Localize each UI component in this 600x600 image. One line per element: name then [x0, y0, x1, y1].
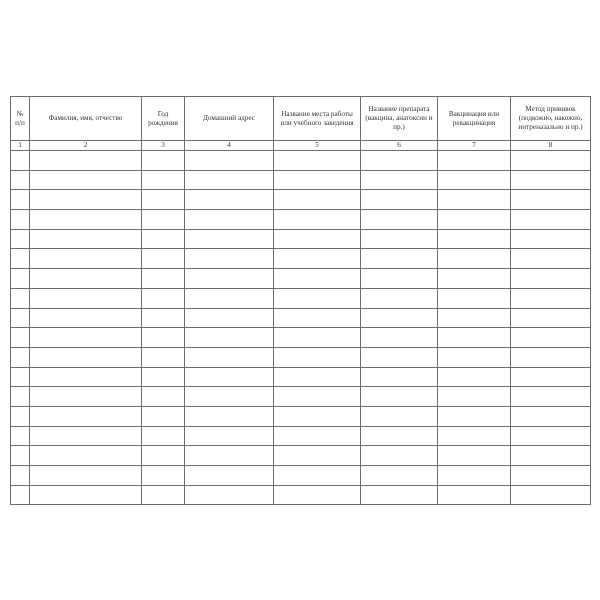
header-number: № п/п: [11, 97, 30, 141]
table-cell: [11, 308, 30, 328]
table-cell: [438, 387, 511, 407]
table-cell: [274, 288, 361, 308]
table-cell: [438, 347, 511, 367]
table-cell: [142, 288, 185, 308]
table-cell: [361, 151, 438, 171]
table-cell: [185, 308, 274, 328]
table-cell: [511, 170, 591, 190]
table-cell: [185, 190, 274, 210]
table-cell: [438, 249, 511, 269]
table-cell: [274, 269, 361, 289]
table-cell: [142, 229, 185, 249]
table-cell: [185, 446, 274, 466]
table-cell: [511, 485, 591, 505]
table-cell: [511, 406, 591, 426]
table-cell: [511, 387, 591, 407]
table-cell: [185, 269, 274, 289]
table-row: [11, 308, 591, 328]
table-cell: [511, 269, 591, 289]
header-birth-year: Год рождения: [142, 97, 185, 141]
table-cell: [142, 269, 185, 289]
header-row: [11, 97, 591, 141]
header-method: Метод прививок (подкожно, накожно, интреназально и пр.): [511, 97, 591, 141]
table-cell: [361, 485, 438, 505]
table-cell: [30, 308, 142, 328]
table-cell: [361, 328, 438, 348]
table-row: [11, 210, 591, 230]
table-cell: [30, 446, 142, 466]
table-cell: [11, 466, 30, 486]
table-cell: [438, 190, 511, 210]
table-cell: [11, 406, 30, 426]
table-cell: [274, 466, 361, 486]
table-cell: [361, 249, 438, 269]
table-cell: [274, 308, 361, 328]
table-cell: [185, 466, 274, 486]
table-row: [11, 229, 591, 249]
table-cell: [11, 170, 30, 190]
table-cell: [438, 406, 511, 426]
table-cell: [30, 249, 142, 269]
table-cell: [11, 288, 30, 308]
table-cell: [142, 151, 185, 171]
table-cell: [438, 308, 511, 328]
table-cell: [142, 170, 185, 190]
table-row: [11, 249, 591, 269]
register-sheet: [10, 96, 591, 505]
table-cell: [274, 387, 361, 407]
table-cell: [30, 387, 142, 407]
table-cell: [11, 151, 30, 171]
table-cell: [438, 446, 511, 466]
table-cell: [11, 485, 30, 505]
table-cell: [30, 210, 142, 230]
table-cell: [185, 387, 274, 407]
table-cell: [511, 190, 591, 210]
table-cell: [438, 151, 511, 171]
table-cell: [185, 170, 274, 190]
table-cell: [511, 210, 591, 230]
table-cell: [30, 288, 142, 308]
table-cell: [274, 347, 361, 367]
table-row: [11, 406, 591, 426]
table-row: [11, 170, 591, 190]
table-cell: [30, 485, 142, 505]
table-cell: [361, 367, 438, 387]
table-cell: [438, 466, 511, 486]
table-cell: [274, 426, 361, 446]
table-cell: [438, 485, 511, 505]
table-cell: [185, 328, 274, 348]
table-row: [11, 446, 591, 466]
table-cell: [30, 328, 142, 348]
table-cell: [30, 466, 142, 486]
table-cell: [511, 347, 591, 367]
table-cell: [185, 485, 274, 505]
table-cell: [185, 249, 274, 269]
table-cell: [30, 406, 142, 426]
table-cell: [11, 269, 30, 289]
header-workplace: Название места работы или учебного заведения: [274, 97, 361, 141]
table-cell: [274, 249, 361, 269]
table-cell: [11, 426, 30, 446]
table-cell: [511, 308, 591, 328]
table-cell: [274, 446, 361, 466]
column-number: 6: [361, 141, 438, 151]
table-cell: [142, 485, 185, 505]
table-cell: [274, 170, 361, 190]
table-cell: [511, 249, 591, 269]
column-number: 5: [274, 141, 361, 151]
table-row: [11, 387, 591, 407]
table-row: [11, 426, 591, 446]
table-cell: [11, 210, 30, 230]
table-cell: [274, 367, 361, 387]
column-number: 3: [142, 141, 185, 151]
table-cell: [511, 446, 591, 466]
table-row: [11, 328, 591, 348]
table-cell: [361, 466, 438, 486]
table-cell: [11, 328, 30, 348]
table-cell: [30, 151, 142, 171]
table-cell: [30, 367, 142, 387]
table-cell: [142, 308, 185, 328]
table-cell: [361, 406, 438, 426]
table-cell: [511, 426, 591, 446]
table-cell: [274, 229, 361, 249]
table-cell: [30, 190, 142, 210]
table-cell: [438, 328, 511, 348]
table-cell: [274, 406, 361, 426]
table-cell: [511, 367, 591, 387]
table-cell: [142, 367, 185, 387]
table-cell: [438, 170, 511, 190]
table-cell: [142, 210, 185, 230]
table-cell: [511, 328, 591, 348]
table-cell: [185, 406, 274, 426]
table-cell: [438, 269, 511, 289]
table-cell: [30, 229, 142, 249]
table-cell: [361, 288, 438, 308]
table-row: [11, 190, 591, 210]
table-cell: [361, 347, 438, 367]
table-cell: [511, 288, 591, 308]
column-number: 8: [511, 141, 591, 151]
table-cell: [438, 367, 511, 387]
column-number: 2: [30, 141, 142, 151]
table-cell: [361, 308, 438, 328]
table-cell: [142, 426, 185, 446]
table-cell: [142, 406, 185, 426]
table-cell: [361, 229, 438, 249]
table-row: [11, 288, 591, 308]
table-row: [11, 367, 591, 387]
table-cell: [438, 288, 511, 308]
table-cell: [142, 328, 185, 348]
table-cell: [274, 151, 361, 171]
table-cell: [30, 347, 142, 367]
vaccination-register-table: [10, 96, 591, 505]
header-preparation: Название препарата (вакцина, анатоксин и пр.): [361, 97, 438, 141]
table-cell: [361, 426, 438, 446]
table-cell: [274, 328, 361, 348]
table-cell: [438, 426, 511, 446]
table-cell: [185, 151, 274, 171]
table-row: [11, 466, 591, 486]
column-number: 7: [438, 141, 511, 151]
table-cell: [511, 229, 591, 249]
table-cell: [142, 249, 185, 269]
header-full-name: Фамилия, имя, отчество: [30, 97, 142, 141]
table-cell: [11, 347, 30, 367]
table-cell: [274, 210, 361, 230]
table-cell: [438, 229, 511, 249]
column-number-row: [11, 141, 591, 151]
table-cell: [142, 466, 185, 486]
table-cell: [185, 347, 274, 367]
table-cell: [361, 446, 438, 466]
table-cell: [30, 170, 142, 190]
table-cell: [185, 426, 274, 446]
header-home-address: Домашний адрес: [185, 97, 274, 141]
table-cell: [361, 190, 438, 210]
table-cell: [11, 229, 30, 249]
table-cell: [185, 229, 274, 249]
table-cell: [11, 249, 30, 269]
column-number: 4: [185, 141, 274, 151]
table-cell: [30, 426, 142, 446]
table-cell: [142, 347, 185, 367]
table-cell: [11, 446, 30, 466]
table-cell: [185, 367, 274, 387]
column-number: 1: [11, 141, 30, 151]
table-row: [11, 269, 591, 289]
table-row: [11, 485, 591, 505]
table-cell: [438, 210, 511, 230]
table-cell: [361, 387, 438, 407]
table-cell: [361, 170, 438, 190]
table-cell: [30, 269, 142, 289]
table-cell: [11, 367, 30, 387]
table-cell: [142, 446, 185, 466]
table-cell: [274, 190, 361, 210]
table-cell: [361, 269, 438, 289]
table-row: [11, 151, 591, 171]
table-cell: [185, 210, 274, 230]
table-cell: [142, 190, 185, 210]
table-cell: [11, 190, 30, 210]
table-cell: [142, 387, 185, 407]
table-cell: [185, 288, 274, 308]
header-vaccination-type: Вакцинация или ревакцинация: [438, 97, 511, 141]
table-cell: [274, 485, 361, 505]
table-cell: [11, 387, 30, 407]
table-row: [11, 347, 591, 367]
table-cell: [511, 466, 591, 486]
table-cell: [511, 151, 591, 171]
table-cell: [361, 210, 438, 230]
